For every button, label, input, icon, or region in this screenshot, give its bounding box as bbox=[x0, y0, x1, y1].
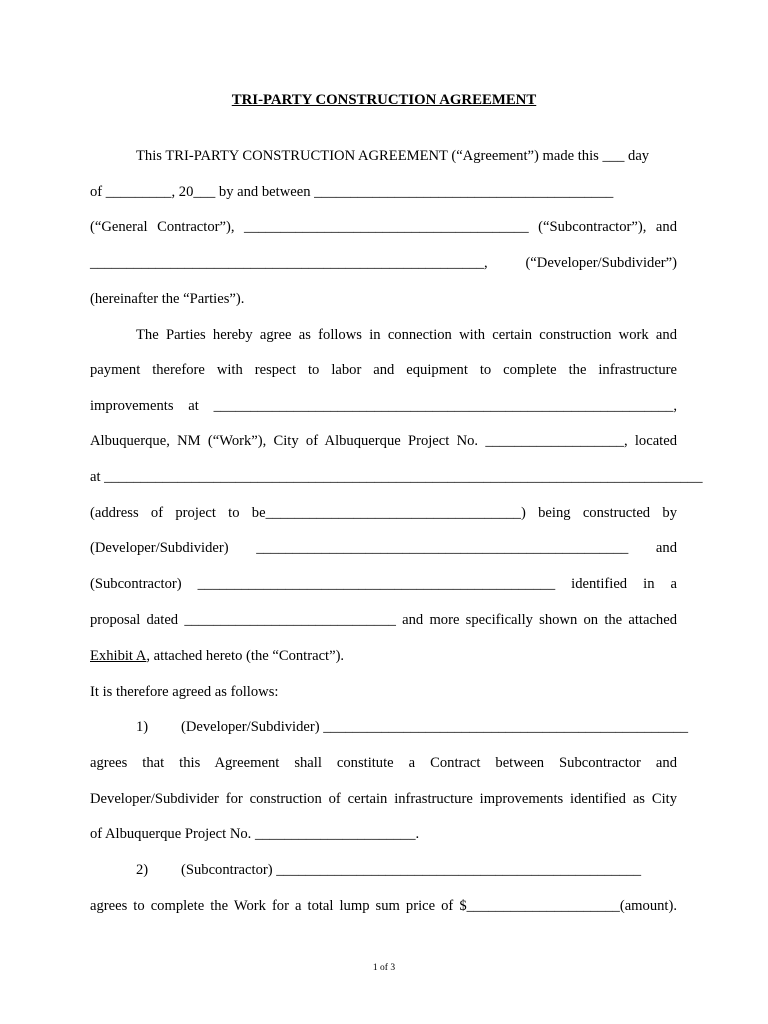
paragraph-line-10: at __________________________________________________________________________________ bbox=[90, 469, 703, 485]
paragraph-line-9: Albuquerque, NM (“Work”), City of Albuquerque Project No. ___________________, located bbox=[90, 433, 677, 449]
paragraph-line-8: improvements at _______________________________________________________________, bbox=[90, 398, 677, 414]
document-title: TRI-PARTY CONSTRUCTION AGREEMENT bbox=[231, 92, 537, 108]
paragraph-line-6: The Parties hereby agree as follows in connection with certain construction work and bbox=[136, 327, 677, 343]
item-1-line-4: of Albuquerque Project No. ______________________. bbox=[90, 826, 420, 842]
paragraph-line-4: ______________________________________________________, (“Developer/Subdivider”) bbox=[90, 255, 677, 271]
exhibit-a-reference: Exhibit A bbox=[90, 648, 147, 664]
paragraph-line-14: proposal dated _____________________________ and more specifically shown on the attached bbox=[90, 612, 677, 628]
item-2-party: (Subcontractor) __________________________________________________ bbox=[181, 862, 642, 878]
paragraph-line-2: of _________, 20___ by and between _________________________________________ bbox=[90, 184, 614, 200]
paragraph-line-11: (address of project to be___________________________________) being constructed by bbox=[90, 505, 677, 521]
item-1-party: (Developer/Subdivider) __________________________________________________ bbox=[181, 719, 689, 735]
paragraph-line-3: (“General Contractor”), _______________________________________ (“Subcontractor”), and bbox=[90, 219, 677, 235]
item-number-2: 2) bbox=[136, 862, 149, 878]
paragraph-line-13: (Subcontractor) _________________________________________________ identified in a bbox=[90, 576, 677, 592]
item-2-line-2: agrees to complete the Work for a total lump sum price of $_____________________(amount). bbox=[90, 898, 677, 914]
paragraph-line-5: (hereinafter the “Parties”). bbox=[90, 291, 245, 307]
exhibit-a-suffix: , attached hereto (the “Contract”). bbox=[146, 648, 345, 664]
paragraph-line-7: payment therefore with respect to labor and equipment to complete the infrastructure bbox=[90, 362, 677, 378]
item-number-1: 1) bbox=[136, 719, 149, 735]
paragraph-line-1: This TRI-PARTY CONSTRUCTION AGREEMENT (“Agreement”) made this ___ day bbox=[136, 148, 650, 164]
page-number: 1 of 3 bbox=[372, 963, 396, 973]
paragraph-line-12: (Developer/Subdivider) ___________________________________________________ and bbox=[90, 540, 677, 556]
paragraph-line-15 bbox=[90, 647, 344, 665]
agreed-intro: It is therefore agreed as follows: bbox=[90, 684, 279, 700]
item-1-line-2: agrees that this Agreement shall constitute a Contract between Subcontractor and bbox=[90, 755, 677, 771]
item-1-line-3: Developer/Subdivider for construction of certain infrastructure improvements identified as City bbox=[90, 791, 677, 807]
